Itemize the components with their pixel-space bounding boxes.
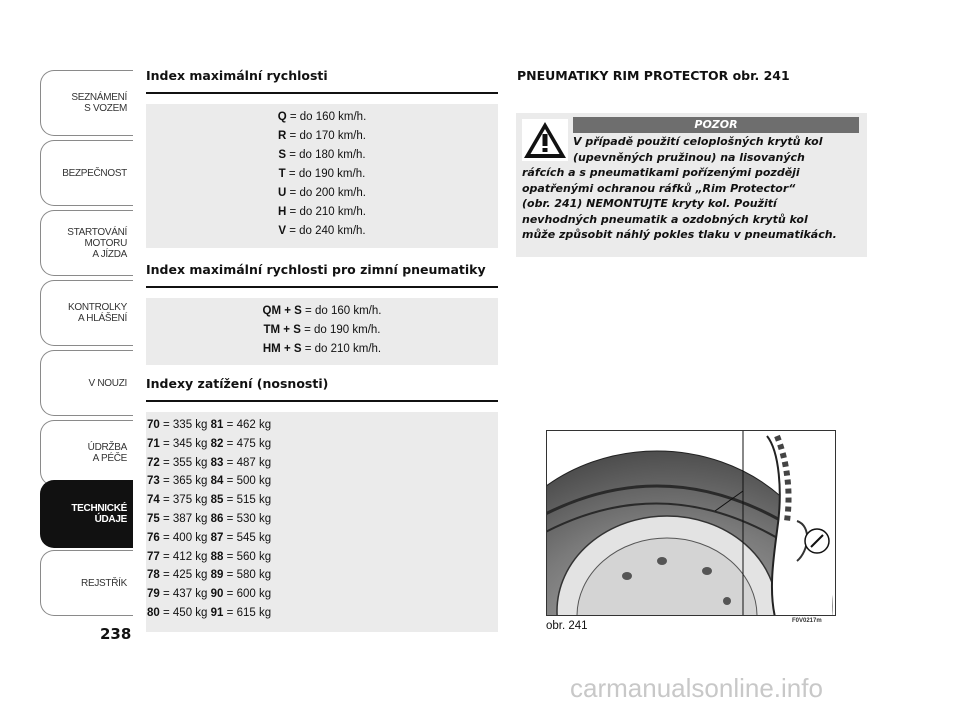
warning-line: ráfcích a s pneumatikami pořízenými později [522,166,800,179]
figure-code: F0V0217m [792,618,822,624]
load-index-row: 80 = 450 kg 91 = 615 kg [147,606,272,619]
load-index-row: 74 = 375 kg 85 = 515 kg [147,494,272,507]
load-index-row: 79 = 437 kg 90 = 600 kg [147,588,272,601]
tab-v-nouzi[interactable]: V NOUZI [40,350,133,416]
rim-protector-title: PNEUMATIKY RIM PROTECTOR obr. 241 [517,68,790,83]
tab-technicke-udaje[interactable]: TECHNICKÉ ÚDAJE [40,480,133,548]
load-index-row: 77 = 412 kg 88 = 560 kg [147,550,272,563]
warning-line: (upevněných pružinou) na lisovaných [573,150,805,164]
divider [146,92,498,94]
winter-index-row: TM + S = do 190 km/h. [263,324,381,336]
load-index-row: 70 = 335 kg 81 = 462 kg [147,419,272,431]
page-number: 238 [100,625,132,643]
load-index-box [146,412,498,632]
load-index-row: 73 = 365 kg 84 = 500 kg [147,475,272,488]
warning-line: nevhodných pneumatik a ozdobných krytů kol [522,212,808,226]
load-index-row: 76 = 400 kg 87 = 545 kg [147,531,272,544]
speed-index-row: Q = do 160 km/h. [277,111,367,123]
divider [146,400,498,402]
load-index-title: Indexy zatížení (nosnosti) [146,376,329,391]
warning-heading: POZOR [573,117,859,133]
tab-rejstrik[interactable]: REJSTŘÍK [40,550,133,616]
tab-udrzba[interactable]: ÚDRŽBA A PÉČE [40,420,133,486]
speed-index-row: R = do 170 km/h. [278,130,366,142]
warning-line: V případě použití celoplošných krytů kol [573,135,823,148]
warning-box [516,113,867,257]
warning-line: opatřenými ochranou ráfků „Rim Protector“ [522,181,796,195]
load-index-row: 72 = 355 kg 83 = 487 kg [147,456,272,469]
tab-seznameni[interactable]: SEZNÁMENÍ S VOZEM [40,70,133,136]
warning-line: může způsobit náhlý pokles tlaku v pneumatikách. [522,228,837,241]
load-index-row: 78 = 425 kg 89 = 580 kg [147,569,272,582]
winter-index-row: HM + S = do 210 km/h. [262,343,382,355]
divider [146,286,498,288]
speed-index-title: Index maximální rychlosti [146,68,328,83]
warning-text [522,134,862,243]
speed-index-row: U = do 200 km/h. [278,187,366,199]
watermark: carmanualsonline.info [570,673,823,703]
warning-line: (obr. 241) NEMONTUJTE kryty kol. Použití [522,197,777,210]
tab-startovani[interactable]: STARTOVÁNÍ MOTORU A JÍZDA [40,210,133,276]
speed-index-row: S = do 180 km/h. [278,149,366,161]
winter-speed-index-box [146,298,498,365]
speed-index-row: H = do 210 km/h. [278,206,366,218]
load-index-row: 75 = 387 kg 86 = 530 kg [147,512,272,525]
speed-index-row: V = do 240 km/h. [278,225,366,237]
load-index-row: 71 = 345 kg 82 = 475 kg [147,437,272,450]
tab-bezpecnost[interactable]: BEZPEČNOST [40,140,133,206]
winter-speed-index-title: Index maximální rychlosti pro zimní pneumatiky [146,262,486,277]
figure-caption: obr. 241 [546,620,588,632]
tab-kontrolky[interactable]: KONTROLKY A HLÁŠENÍ [40,280,133,346]
winter-index-row: QM + S = do 160 km/h. [262,305,382,317]
speed-index-box [146,104,498,248]
tire-illustration [546,430,836,616]
speed-index-row: T = do 190 km/h. [278,168,366,180]
